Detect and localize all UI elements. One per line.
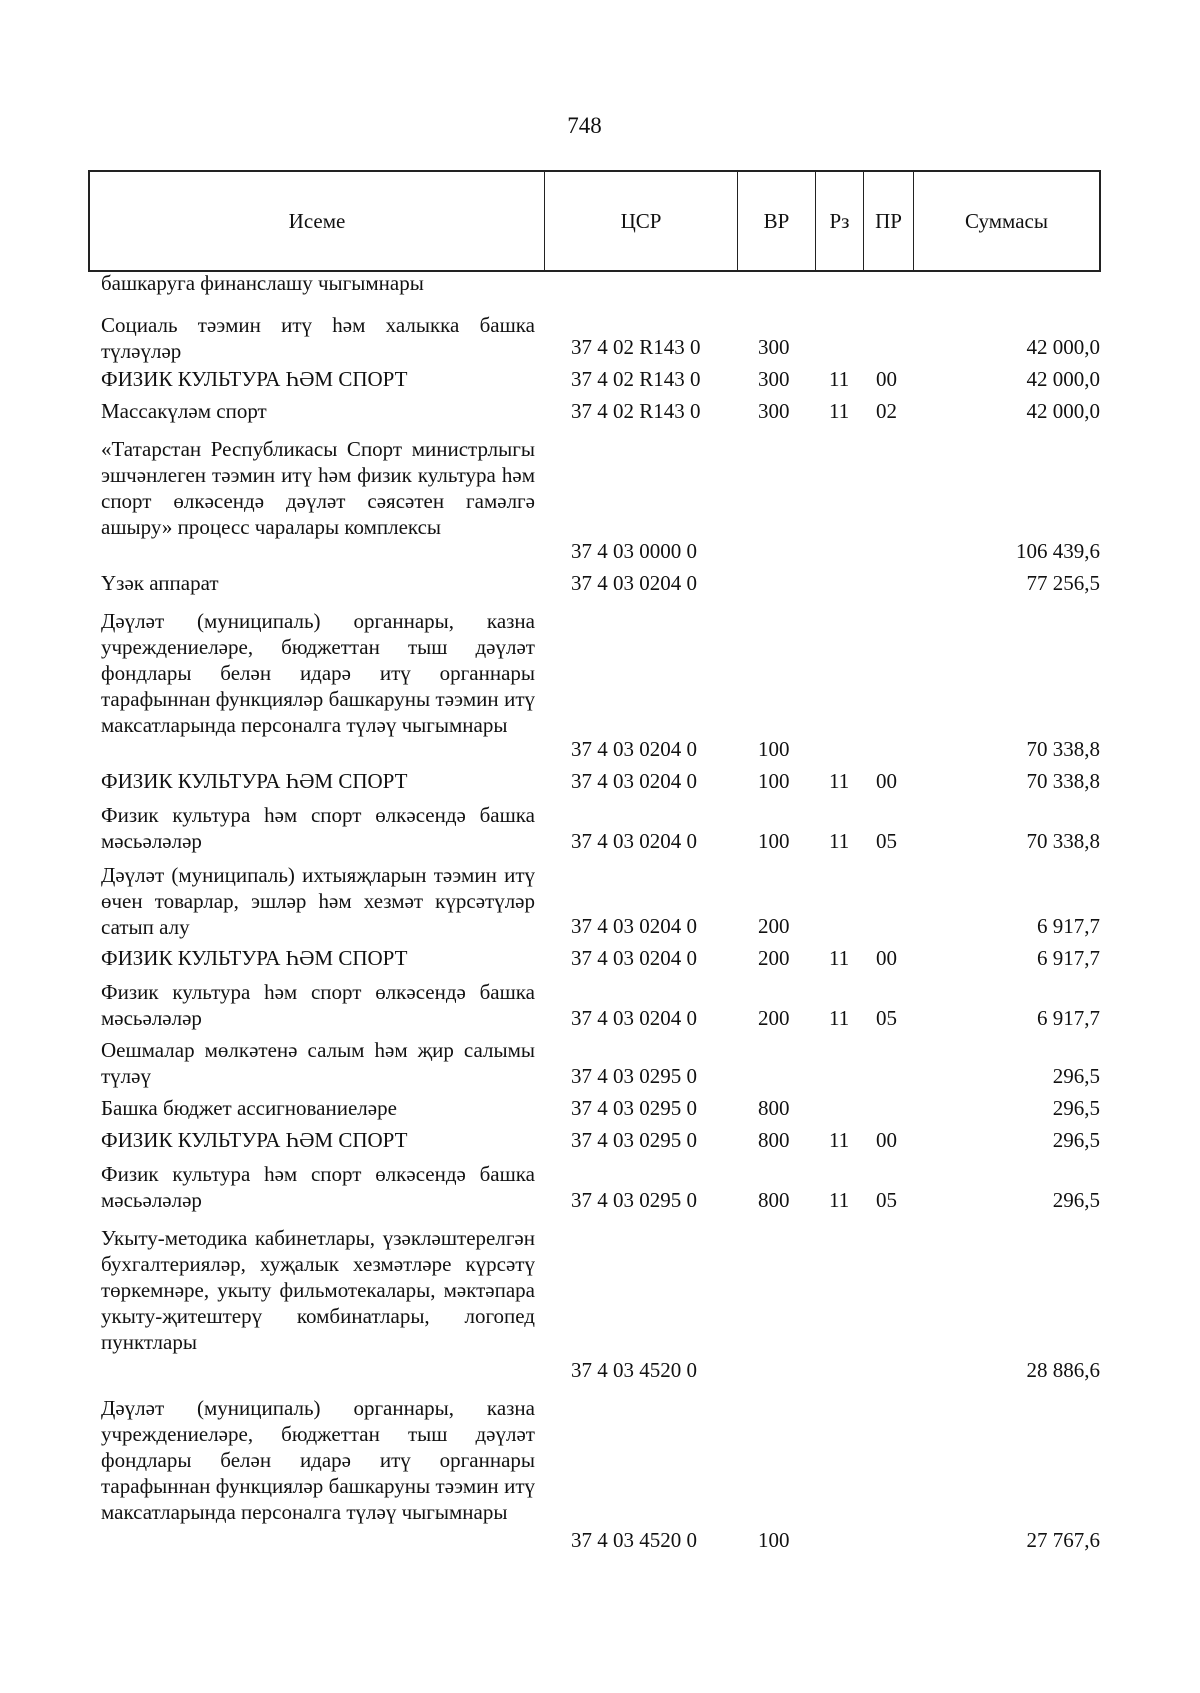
table-row [0, 566, 1200, 598]
row-pr: 00 [876, 769, 897, 793]
row-code: 37 4 03 4520 0 [571, 1358, 697, 1382]
header-rz: Рз [816, 172, 864, 270]
row-name: ФИЗИК КУЛЬТУРА ҺӘМ СПОРТ [101, 769, 408, 793]
row-sum: 6 917,7 [1037, 1006, 1100, 1030]
row-sum: 6 917,7 [1037, 914, 1100, 938]
row-pr: 00 [876, 946, 897, 970]
row-code: 37 4 03 0204 0 [571, 914, 697, 938]
row-vr: 300 [758, 399, 790, 423]
row-rz: 11 [829, 399, 850, 423]
row-vr: 800 [758, 1096, 790, 1120]
row-sum: 70 338,8 [1026, 737, 1100, 761]
table-row [0, 1385, 1200, 1555]
table-row [0, 302, 1200, 362]
table-row [0, 1123, 1200, 1155]
header-name: Исеме [90, 172, 545, 270]
row-sum: 296,5 [1052, 1188, 1100, 1212]
row-name: Үзәк аппарат [101, 571, 219, 595]
row-name: «Татарстан Республикасы Спорт министрлыгы эшчәнлеген тәэмин итү һәм физик культура һәм спорт өлкәсендә дәүләт сәясәтен гамәлгә ашыру» процесс чаралары комплексы [101, 437, 535, 539]
header-vr: ВР [738, 172, 816, 270]
row-sum: 77 256,5 [1026, 571, 1100, 595]
row-sum: 70 338,8 [1026, 769, 1100, 793]
row-rz: 11 [829, 1128, 850, 1152]
row-code: 37 4 03 0204 0 [571, 829, 697, 853]
table-header [88, 170, 1101, 272]
row-name: Физик культура һәм спорт өлкәсендә башка мәсьәләләр [101, 803, 535, 853]
table-row [0, 764, 1200, 796]
row-code: 37 4 03 0204 0 [571, 769, 697, 793]
row-code: 37 4 02 R143 0 [571, 367, 701, 391]
row-rz: 11 [829, 829, 850, 853]
page-number: 748 [567, 113, 602, 138]
row-pr: 00 [876, 1128, 897, 1152]
row-code: 37 4 03 4520 0 [571, 1528, 697, 1552]
row-vr: 300 [758, 335, 790, 359]
row-pr: 05 [876, 829, 897, 853]
table-row [0, 1215, 1200, 1385]
row-vr: 100 [758, 829, 790, 853]
table-row [0, 426, 1200, 566]
row-vr: 300 [758, 367, 790, 391]
row-code: 37 4 03 0000 0 [571, 539, 697, 563]
row-name: Укыту-методика кабинетлары, үзәкләштерелгән бухгалтерияләр, хуҗалык хезмәтләре күрсәтү төркемнәре, укыту фильмотекалары, мәктәпара укыту-җитештерү комбинатлары, логопед пунктлары [101, 1226, 535, 1354]
row-rz: 11 [829, 769, 850, 793]
row-name: Дәүләт (муниципаль) органнары, казна учреждениеләре, бюджеттан тыш дәүләт фондлары белән идарә итү органнары тарафыннан функцияләр башкаруны тәэмин итү максатларында персоналга түләү чыгымнары [101, 1396, 535, 1524]
table-row [0, 270, 1200, 302]
row-sum: 42 000,0 [1026, 335, 1100, 359]
row-name: ФИЗИК КУЛЬТУРА ҺӘМ СПОРТ [101, 367, 408, 391]
row-name: Физик культура һәм спорт өлкәсендә башка мәсьәләләр [101, 980, 535, 1030]
row-sum: 296,5 [1052, 1064, 1100, 1088]
table-row [0, 796, 1200, 856]
row-name: ФИЗИК КУЛЬТУРА ҺӘМ СПОРТ [101, 946, 408, 970]
row-name: Башка бюджет ассигнованиеләре [101, 1096, 397, 1120]
table-row [0, 941, 1200, 973]
row-vr: 100 [758, 769, 790, 793]
row-sum: 296,5 [1052, 1128, 1100, 1152]
table-row [0, 856, 1200, 941]
row-code: 37 4 03 0295 0 [571, 1064, 697, 1088]
row-vr: 200 [758, 946, 790, 970]
row-vr: 100 [758, 1528, 790, 1552]
row-rz: 11 [829, 1006, 850, 1030]
row-code: 37 4 03 0204 0 [571, 946, 697, 970]
table-row [0, 1091, 1200, 1123]
row-name: Дәүләт (муниципаль) органнары, казна учреждениеләре, бюджеттан тыш дәүләт фондлары белән идарә итү органнары тарафыннан функцияләр башкаруны тәэмин итү максатларында персоналга түләү чыгымнары [101, 609, 535, 737]
table-row [0, 1155, 1200, 1215]
row-code: 37 4 03 0204 0 [571, 737, 697, 761]
row-rz: 11 [829, 367, 850, 391]
row-sum: 106 439,6 [1016, 539, 1100, 563]
row-name: башкаруга финанслашу чыгымнары [101, 271, 424, 295]
row-vr: 200 [758, 1006, 790, 1030]
row-code: 37 4 02 R143 0 [571, 335, 701, 359]
row-name: Дәүләт (муниципаль) ихтыяҗларын тәэмин итү өчен товарлар, эшләр һәм хезмәт күрсәтүләр сатып алу [101, 863, 535, 939]
row-vr: 100 [758, 737, 790, 761]
row-name: Социаль тәэмин итү һәм халыкка башка түләүләр [101, 313, 535, 363]
row-sum: 27 767,6 [1026, 1528, 1100, 1552]
table-row [0, 598, 1200, 764]
row-sum: 6 917,7 [1037, 946, 1100, 970]
row-rz: 11 [829, 946, 850, 970]
row-code: 37 4 02 R143 0 [571, 399, 701, 423]
row-pr: 05 [876, 1188, 897, 1212]
row-sum: 296,5 [1052, 1096, 1100, 1120]
table-row [0, 1033, 1200, 1091]
row-vr: 200 [758, 914, 790, 938]
row-sum: 28 886,6 [1026, 1358, 1100, 1382]
row-pr: 00 [876, 367, 897, 391]
table-body [0, 270, 1200, 1555]
row-code: 37 4 03 0204 0 [571, 571, 697, 595]
row-code: 37 4 03 0204 0 [571, 1006, 697, 1030]
table-row [0, 973, 1200, 1033]
row-name: Оешмалар мөлкәтенә салым һәм җир салымы түләү [101, 1038, 535, 1088]
row-sum: 42 000,0 [1026, 399, 1100, 423]
header-code: ЦСР [545, 172, 738, 270]
row-code: 37 4 03 0295 0 [571, 1128, 697, 1152]
row-code: 37 4 03 0295 0 [571, 1188, 697, 1212]
row-sum: 70 338,8 [1026, 829, 1100, 853]
row-pr: 02 [876, 399, 897, 423]
row-vr: 800 [758, 1128, 790, 1152]
row-code: 37 4 03 0295 0 [571, 1096, 697, 1120]
row-name: Массакүләм спорт [101, 399, 267, 423]
table-row [0, 362, 1200, 394]
header-sum: Суммасы [965, 208, 1048, 233]
row-vr: 800 [758, 1188, 790, 1212]
row-pr: 05 [876, 1006, 897, 1030]
row-name: Физик культура һәм спорт өлкәсендә башка мәсьәләләр [101, 1162, 535, 1212]
table-row [0, 394, 1200, 426]
header-pr: ПР [864, 172, 914, 270]
row-sum: 42 000,0 [1026, 367, 1100, 391]
row-rz: 11 [829, 1188, 850, 1212]
row-name: ФИЗИК КУЛЬТУРА ҺӘМ СПОРТ [101, 1128, 408, 1152]
